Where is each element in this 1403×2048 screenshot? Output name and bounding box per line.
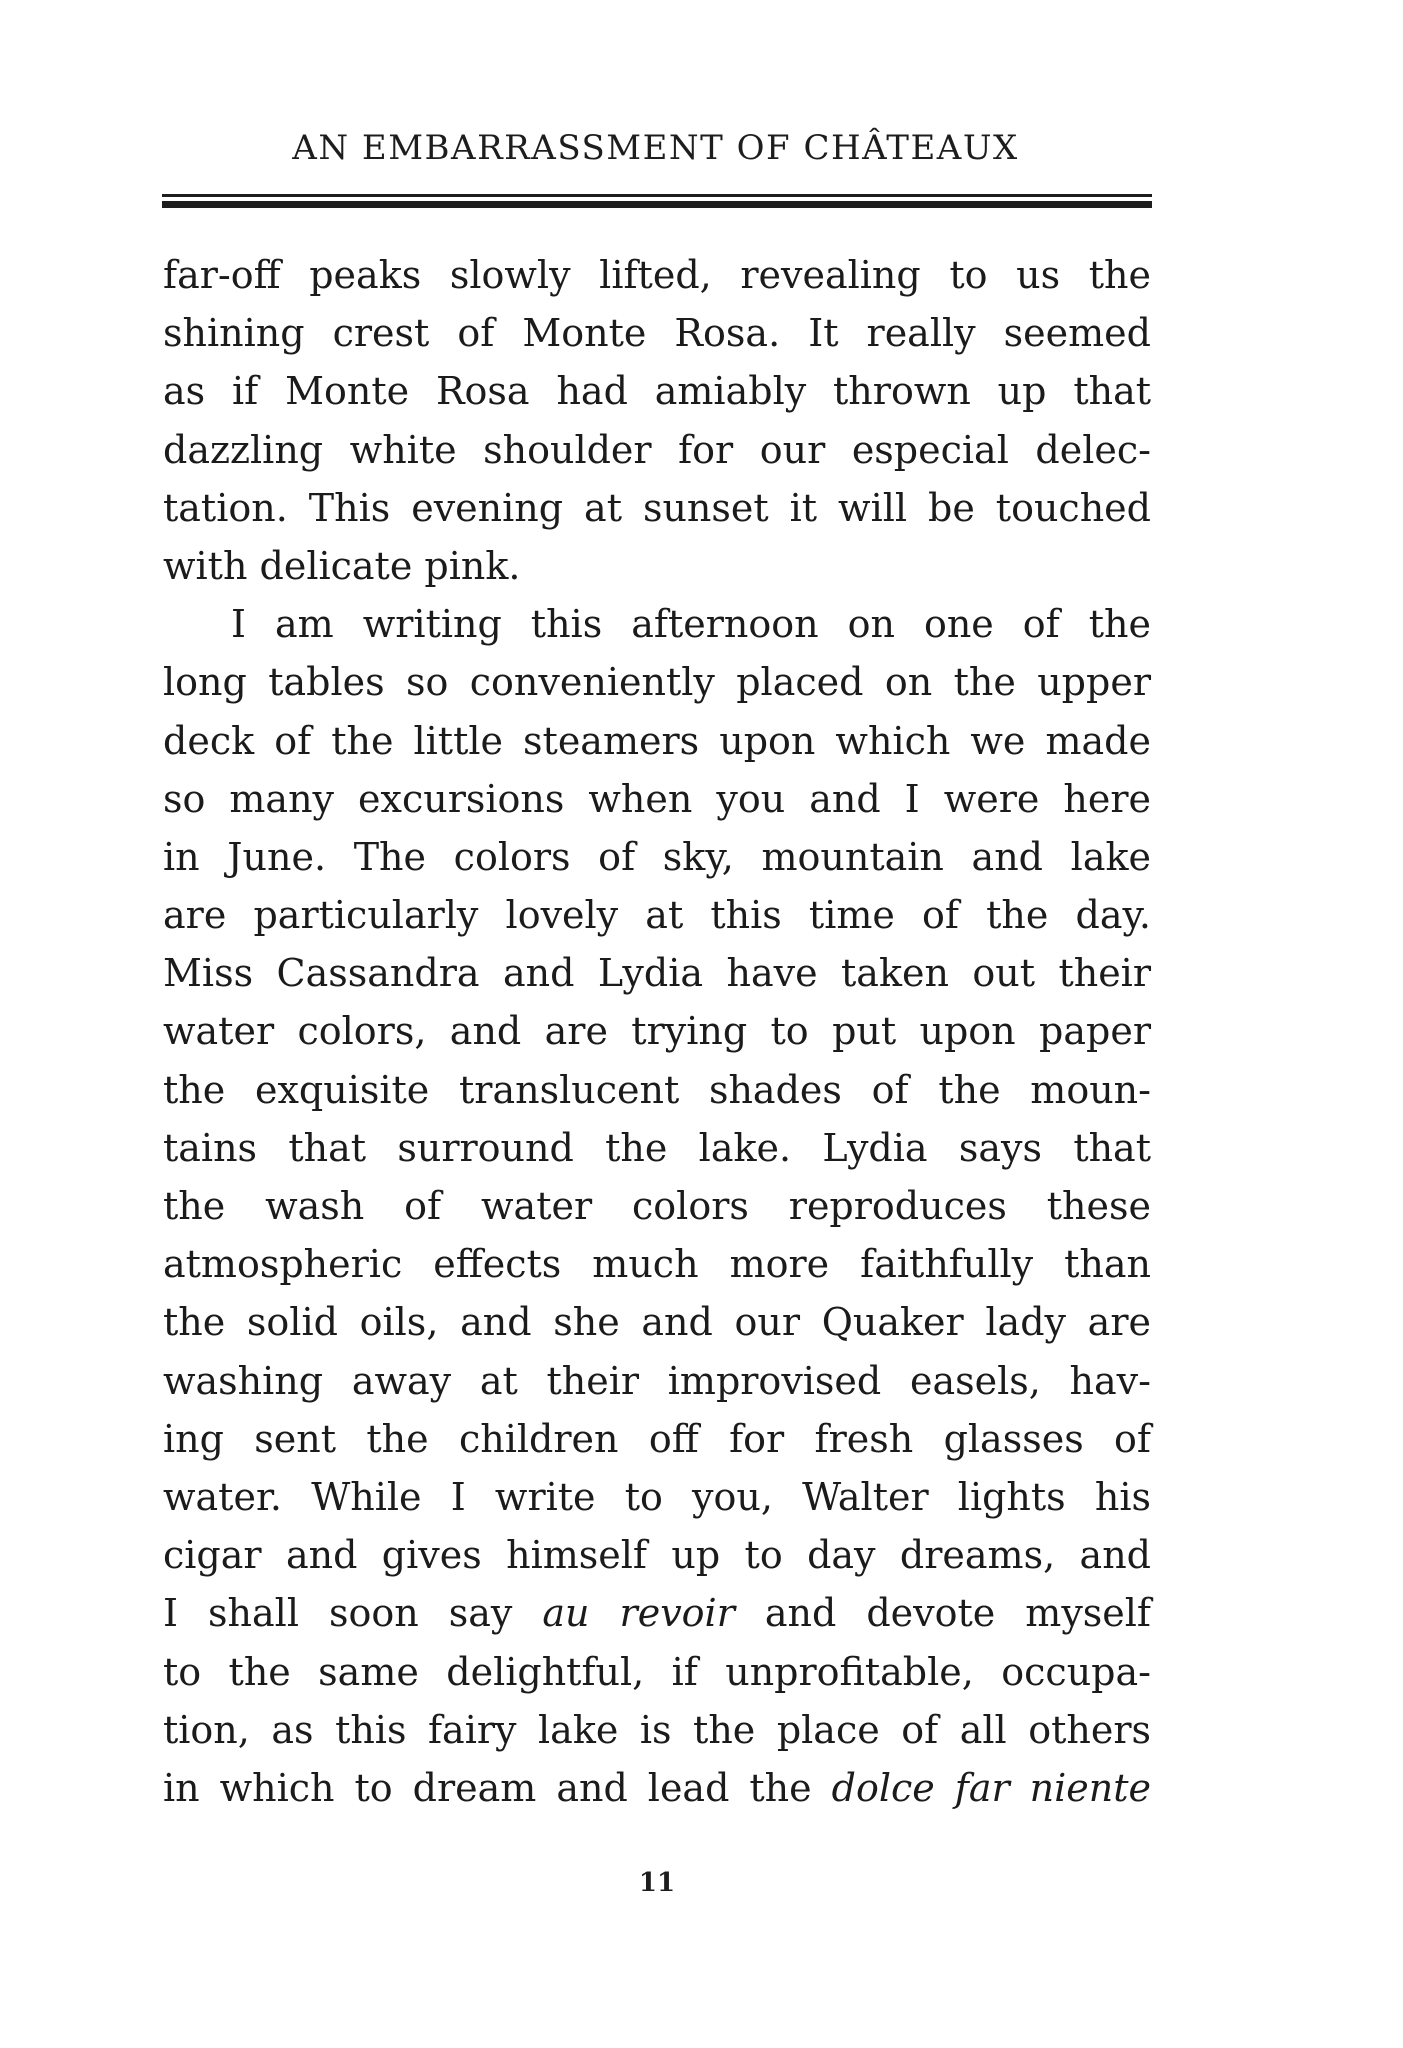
text-line: so many excursions when you and I were here xyxy=(163,776,1151,821)
text-line: dazzling white shoulder for our especial delec- xyxy=(163,427,1151,472)
text-line: water colors, and are trying to put upon paper xyxy=(163,1009,1151,1054)
italic-phrase: au revoir xyxy=(542,1591,735,1636)
running-head: AN EMBARRASSMENT OF CHÂTEAUX xyxy=(292,128,1019,168)
text-line: tains that surround the lake. Lydia says that xyxy=(163,1125,1151,1170)
text-line: long tables so conveniently placed on the upper xyxy=(163,660,1151,705)
text-line: are particularly lovely at this time of the day. xyxy=(163,893,1151,938)
header-rule xyxy=(162,194,1152,208)
text-line: the wash of water colors reproduces these xyxy=(163,1184,1151,1228)
header-rule-thick xyxy=(162,201,1152,208)
text-line: tation. This evening at sunset it will be touched xyxy=(163,485,1151,530)
text-line: atmospheric effects much more faithfully than xyxy=(163,1242,1151,1287)
body-text xyxy=(163,246,1151,1817)
text-line: washing away at their improvised easels, hav- xyxy=(163,1358,1151,1403)
header-rule-thin xyxy=(162,194,1152,197)
text-segment: and devote myself xyxy=(734,1591,1151,1636)
text-line: tion, as this fairy lake is the place of all others xyxy=(163,1707,1151,1752)
text-line: as if Monte Rosa had amiably thrown up that xyxy=(163,369,1151,414)
text-segment: I shall soon say xyxy=(163,1591,543,1636)
text-line: deck of the little steamers upon which we made xyxy=(163,718,1151,763)
italic-phrase: dolce far niente xyxy=(831,1765,1151,1810)
page-number: 11 xyxy=(638,1868,676,1898)
text-line: with delicate pink. xyxy=(163,543,521,588)
text-line: far-off peaks slowly lifted, revealing to us the xyxy=(163,253,1151,297)
text-line: cigar and gives himself up to day dreams, and xyxy=(163,1533,1151,1578)
text-segment: in which to dream and lead the xyxy=(163,1765,832,1810)
text-line xyxy=(163,1584,1151,1642)
text-line: Miss Cassandra and Lydia have taken out their xyxy=(163,951,1151,996)
text-line: shining crest of Monte Rosa. It really seemed xyxy=(163,311,1151,356)
text-line: I am writing this afternoon on one of the xyxy=(231,602,1151,647)
text-line: the exquisite translucent shades of the moun- xyxy=(163,1067,1151,1112)
text-line: in June. The colors of sky, mountain and lake xyxy=(163,834,1151,879)
text-line: ing sent the children off for fresh glasses of xyxy=(163,1416,1151,1461)
text-line xyxy=(163,1759,1151,1817)
text-line: water. While I write to you, Walter lights his xyxy=(163,1474,1151,1519)
text-line: the solid oils, and she and our Quaker lady are xyxy=(163,1300,1151,1345)
text-line: to the same delightful, if unprofitable, occupa- xyxy=(163,1649,1151,1694)
